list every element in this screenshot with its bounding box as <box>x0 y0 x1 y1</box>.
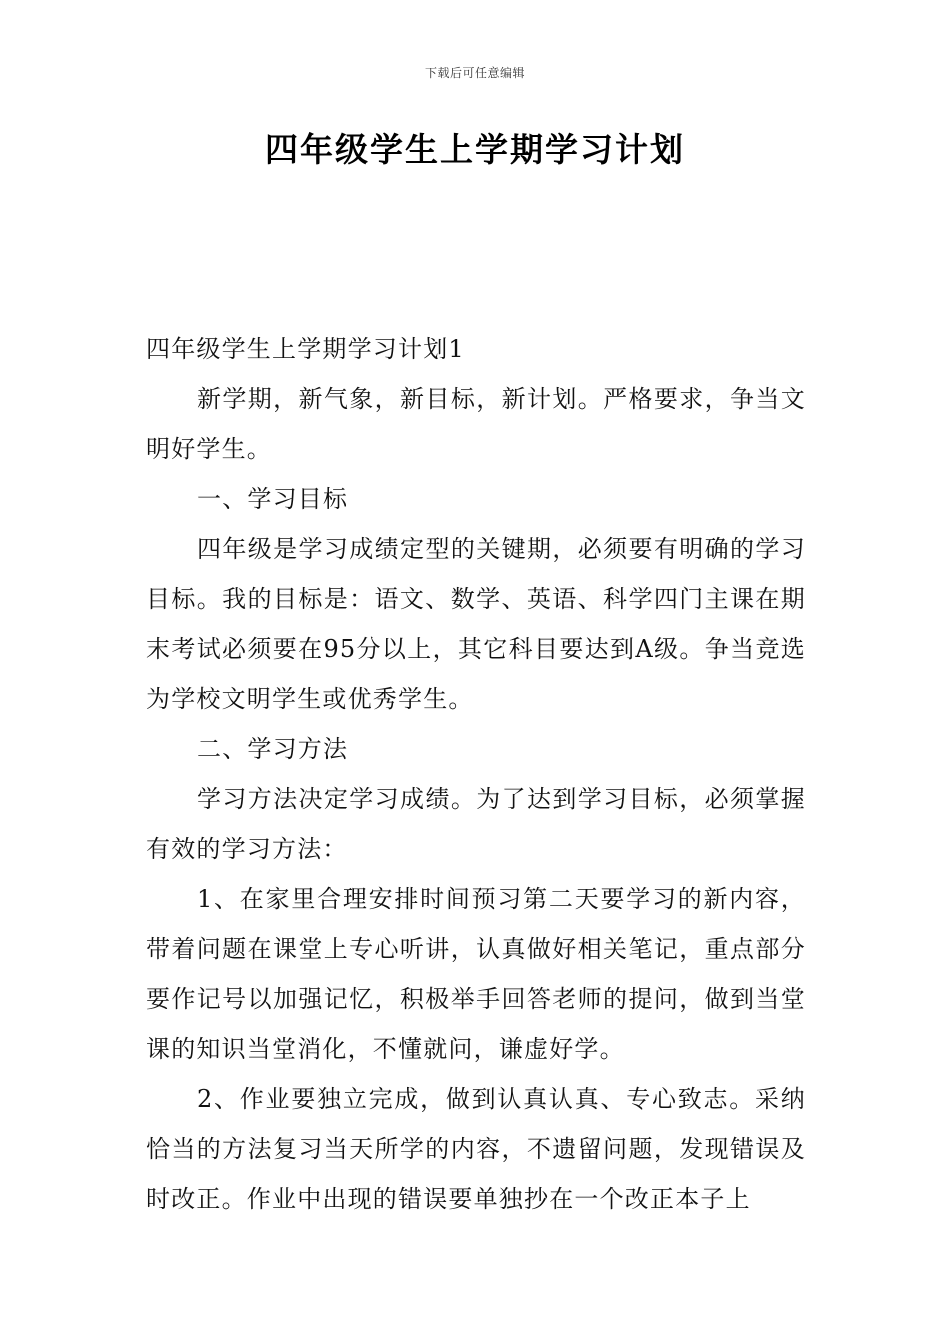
document-body <box>146 324 806 1224</box>
section-subtitle: 四年级学生上学期学习计划1 <box>146 335 465 363</box>
section-heading-goals: 一、学习目标 <box>197 485 349 513</box>
method-item-1: 1、在家里合理安排时间预习第二天要学习的新内容，带着问题在课堂上专心听讲，认真做好相关笔记，重点部分要作记号以加强记忆，积极举手回答老师的提问，做到当堂课的知识当堂消化，不懂就问，谦虚好学。 <box>146 885 806 1063</box>
header-note: 下载后可任意编辑 <box>424 66 525 80</box>
goals-paragraph: 四年级是学习成绩定型的关键期，必须要有明确的学习目标。我的目标是：语文、数学、英语、科学四门主课在期末考试必须要在95分以上，其它科目要达到A级。争当竞选为学校文明学生或优秀学生。 <box>146 535 806 713</box>
intro-paragraph: 新学期，新气象，新目标，新计划。严格要求，争当文明好学生。 <box>146 385 806 463</box>
method-item-2: 2、作业要独立完成，做到认真认真、专心致志。采纳恰当的方法复习当天所学的内容，不遗留问题，发现错误及时改正。作业中出现的错误要单独抄在一个改正本子上 <box>146 1085 806 1213</box>
section-heading-methods: 二、学习方法 <box>197 735 349 763</box>
document-title: 四年级学生上学期学习计划 <box>265 130 685 169</box>
methods-paragraph: 学习方法决定学习成绩。为了达到学习目标，必须掌握有效的学习方法： <box>146 785 806 863</box>
